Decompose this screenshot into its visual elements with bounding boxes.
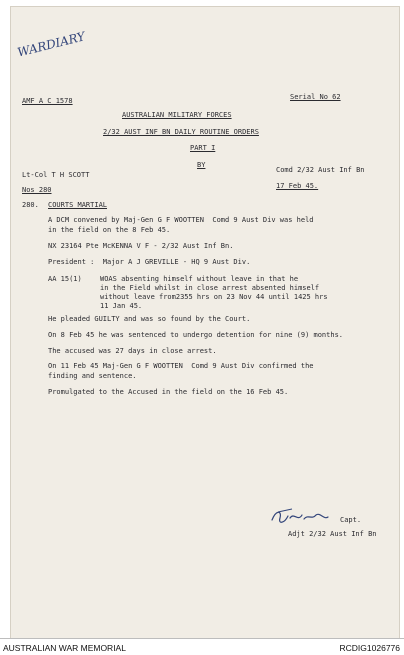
part-heading: PART I: [190, 144, 216, 152]
arrest-line: The accused was 27 days in close arrest.: [48, 347, 217, 355]
footer-institution: AUSTRALIAN WAR MEMORIAL: [3, 643, 126, 653]
serial-number: Serial No 62: [290, 93, 341, 101]
confirmation-line-1: On 11 Feb 45 Maj-Gen G F WOOTTEN Comd 9 Aust Div confirmed the: [48, 362, 314, 370]
signature-title: Adjt 2/32 Aust Inf Bn: [288, 530, 377, 538]
by-label: BY: [197, 161, 206, 169]
item-heading: COURTS MARTIAL: [48, 201, 108, 209]
court-martial-paragraph-line-2: in the field on the 8 Feb 45.: [48, 226, 171, 234]
charge-line-1: WOAS absenting himself without leave in that he: [100, 275, 299, 283]
promulgation-line: Promulgated to the Accused in the field on the 16 Feb 45.: [48, 388, 289, 396]
order-numbers: Nos 280: [22, 186, 52, 194]
item-number: 280.: [22, 201, 39, 209]
president-line: President : Major A J GREVILLE - HQ 9 Aust Div.: [48, 258, 251, 266]
charge-line-4: 11 Jan 45.: [100, 302, 143, 310]
accused-line: NX 23164 Pte McKENNA V F - 2/32 Aust Inf Bn.: [48, 242, 234, 250]
sentence-line: On 8 Feb 45 he was sentenced to undergo detention for nine (9) months.: [48, 331, 344, 339]
command-title: Comd 2/32 Aust Inf Bn: [276, 166, 365, 174]
form-reference: AMF A C 1578: [22, 97, 73, 105]
plea-line: He pleaded GUILTY and was so found by the Court.: [48, 315, 251, 323]
order-date: 17 Feb 45.: [276, 182, 319, 190]
charge-line-3: without leave from2355 hrs on 23 Nov 44 until 1425 hrs: [100, 293, 328, 301]
charge-section: AA 15(1): [48, 275, 82, 283]
signature-rank: Capt.: [340, 516, 362, 524]
handwritten-signature: [268, 506, 348, 528]
organization-heading: AUSTRALIAN MILITARY FORCES: [122, 111, 232, 119]
confirmation-line-2: finding and sentence.: [48, 372, 137, 380]
archive-footer: [0, 638, 404, 655]
handwritten-war-diary-note: WARDIARY: [16, 29, 87, 60]
court-martial-paragraph-line-1: A DCM convened by Maj-Gen G F WOOTTEN Comd 9 Aust Div was held: [48, 216, 314, 224]
charge-line-2: in the Field whilst in close arrest absented himself: [100, 284, 320, 292]
document-title: 2/32 AUST INF BN DAILY ROUTINE ORDERS: [103, 128, 259, 136]
footer-record-id: RCDIG1026776: [339, 643, 400, 653]
commander-name: Lt-Col T H SCOTT: [22, 171, 90, 179]
